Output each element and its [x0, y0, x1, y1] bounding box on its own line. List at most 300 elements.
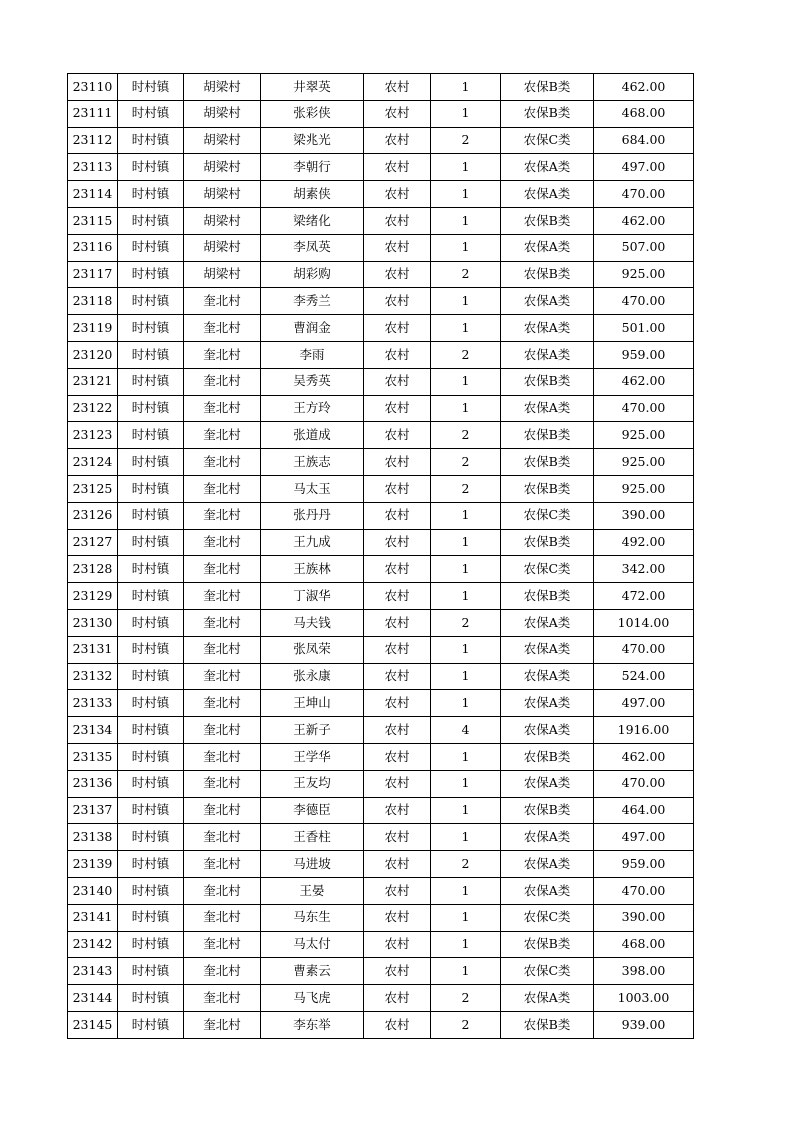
table-row: [68, 690, 694, 717]
amount-cell: 959.00: [594, 851, 694, 878]
person-name-cell: 李德臣: [261, 797, 364, 824]
village-cell: 奎北村: [184, 288, 261, 315]
person-name-cell: 马夫钱: [261, 609, 364, 636]
household-type-cell: 农村: [364, 529, 431, 556]
insurance-class-cell: 农保C类: [501, 127, 594, 154]
member-count-cell: 1: [431, 368, 501, 395]
household-type-cell: 农村: [364, 985, 431, 1012]
insurance-class-cell: 农保C类: [501, 502, 594, 529]
household-type-cell: 农村: [364, 315, 431, 342]
record-id-cell: 23128: [68, 556, 118, 583]
household-type-cell: 农村: [364, 502, 431, 529]
member-count-cell: 1: [431, 743, 501, 770]
person-name-cell: 马东生: [261, 904, 364, 931]
town-cell: 时村镇: [118, 556, 184, 583]
table-row: [68, 583, 694, 610]
household-type-cell: 农村: [364, 1011, 431, 1038]
insurance-class-cell: 农保A类: [501, 717, 594, 744]
record-id-cell: 23122: [68, 395, 118, 422]
village-cell: 胡梁村: [184, 74, 261, 101]
person-name-cell: 张道成: [261, 422, 364, 449]
person-name-cell: 马太付: [261, 931, 364, 958]
insurance-class-cell: 农保C类: [501, 958, 594, 985]
village-cell: 奎北村: [184, 985, 261, 1012]
person-name-cell: 马太玉: [261, 475, 364, 502]
town-cell: 时村镇: [118, 395, 184, 422]
member-count-cell: 2: [431, 1011, 501, 1038]
member-count-cell: 2: [431, 261, 501, 288]
village-cell: 奎北村: [184, 743, 261, 770]
household-type-cell: 农村: [364, 717, 431, 744]
member-count-cell: 1: [431, 288, 501, 315]
record-id-cell: 23112: [68, 127, 118, 154]
town-cell: 时村镇: [118, 851, 184, 878]
table-row: [68, 636, 694, 663]
member-count-cell: 1: [431, 395, 501, 422]
member-count-cell: 1: [431, 315, 501, 342]
insurance-class-cell: 农保B类: [501, 207, 594, 234]
member-count-cell: 1: [431, 502, 501, 529]
member-count-cell: 2: [431, 609, 501, 636]
town-cell: 时村镇: [118, 502, 184, 529]
table-row: [68, 985, 694, 1012]
table-row: [68, 422, 694, 449]
amount-cell: 470.00: [594, 636, 694, 663]
record-id-cell: 23142: [68, 931, 118, 958]
town-cell: 时村镇: [118, 234, 184, 261]
record-id-cell: 23121: [68, 368, 118, 395]
table-row: [68, 100, 694, 127]
insurance-class-cell: 农保A类: [501, 609, 594, 636]
town-cell: 时村镇: [118, 100, 184, 127]
village-cell: 奎北村: [184, 931, 261, 958]
amount-cell: 684.00: [594, 127, 694, 154]
amount-cell: 925.00: [594, 422, 694, 449]
amount-cell: 1916.00: [594, 717, 694, 744]
member-count-cell: 1: [431, 690, 501, 717]
member-count-cell: 1: [431, 904, 501, 931]
insurance-class-cell: 农保B类: [501, 100, 594, 127]
village-cell: 奎北村: [184, 449, 261, 476]
person-name-cell: 王新子: [261, 717, 364, 744]
person-name-cell: 李雨: [261, 341, 364, 368]
amount-cell: 390.00: [594, 904, 694, 931]
table-row: [68, 368, 694, 395]
insurance-class-cell: 农保C类: [501, 904, 594, 931]
village-cell: 奎北村: [184, 368, 261, 395]
village-cell: 奎北村: [184, 529, 261, 556]
insurance-class-cell: 农保A类: [501, 234, 594, 261]
person-name-cell: 王友均: [261, 770, 364, 797]
village-cell: 奎北村: [184, 690, 261, 717]
record-id-cell: 23136: [68, 770, 118, 797]
person-name-cell: 王香柱: [261, 824, 364, 851]
person-name-cell: 张永康: [261, 663, 364, 690]
insurance-class-cell: 农保B类: [501, 368, 594, 395]
table-row: [68, 475, 694, 502]
record-id-cell: 23129: [68, 583, 118, 610]
person-name-cell: 王族林: [261, 556, 364, 583]
record-id-cell: 23113: [68, 154, 118, 181]
table-row: [68, 315, 694, 342]
insurance-class-cell: 农保A类: [501, 985, 594, 1012]
insurance-class-cell: 农保B类: [501, 583, 594, 610]
person-name-cell: 井翠英: [261, 74, 364, 101]
town-cell: 时村镇: [118, 717, 184, 744]
member-count-cell: 1: [431, 181, 501, 208]
village-cell: 奎北村: [184, 851, 261, 878]
insurance-class-cell: 农保A类: [501, 877, 594, 904]
household-type-cell: 农村: [364, 851, 431, 878]
person-name-cell: 马飞虎: [261, 985, 364, 1012]
village-cell: 奎北村: [184, 395, 261, 422]
household-type-cell: 农村: [364, 958, 431, 985]
person-name-cell: 丁淑华: [261, 583, 364, 610]
town-cell: 时村镇: [118, 690, 184, 717]
person-name-cell: 李东举: [261, 1011, 364, 1038]
person-name-cell: 张丹丹: [261, 502, 364, 529]
member-count-cell: 1: [431, 797, 501, 824]
person-name-cell: 胡素侠: [261, 181, 364, 208]
household-type-cell: 农村: [364, 181, 431, 208]
table-row: [68, 958, 694, 985]
member-count-cell: 1: [431, 100, 501, 127]
amount-cell: 398.00: [594, 958, 694, 985]
record-id-cell: 23123: [68, 422, 118, 449]
town-cell: 时村镇: [118, 663, 184, 690]
household-type-cell: 农村: [364, 663, 431, 690]
table-row: [68, 207, 694, 234]
town-cell: 时村镇: [118, 609, 184, 636]
amount-cell: 1014.00: [594, 609, 694, 636]
town-cell: 时村镇: [118, 127, 184, 154]
town-cell: 时村镇: [118, 743, 184, 770]
table-row: [68, 502, 694, 529]
table-row: [68, 797, 694, 824]
town-cell: 时村镇: [118, 154, 184, 181]
member-count-cell: 1: [431, 824, 501, 851]
amount-cell: 959.00: [594, 341, 694, 368]
member-count-cell: 4: [431, 717, 501, 744]
amount-cell: 501.00: [594, 315, 694, 342]
record-id-cell: 23116: [68, 234, 118, 261]
insurance-class-cell: 农保B类: [501, 74, 594, 101]
household-type-cell: 农村: [364, 288, 431, 315]
village-cell: 胡梁村: [184, 234, 261, 261]
record-id-cell: 23124: [68, 449, 118, 476]
record-id-cell: 23140: [68, 877, 118, 904]
household-type-cell: 农村: [364, 770, 431, 797]
insurance-class-cell: 农保A类: [501, 288, 594, 315]
amount-cell: 925.00: [594, 475, 694, 502]
table-row: [68, 395, 694, 422]
person-name-cell: 王族志: [261, 449, 364, 476]
record-id-cell: 23127: [68, 529, 118, 556]
member-count-cell: 1: [431, 931, 501, 958]
town-cell: 时村镇: [118, 261, 184, 288]
household-type-cell: 农村: [364, 690, 431, 717]
household-type-cell: 农村: [364, 395, 431, 422]
household-type-cell: 农村: [364, 475, 431, 502]
town-cell: 时村镇: [118, 824, 184, 851]
table-row: [68, 877, 694, 904]
person-name-cell: 曹素云: [261, 958, 364, 985]
insurance-class-cell: 农保A类: [501, 770, 594, 797]
person-name-cell: 张彩侠: [261, 100, 364, 127]
village-cell: 奎北村: [184, 422, 261, 449]
town-cell: 时村镇: [118, 341, 184, 368]
member-count-cell: 1: [431, 770, 501, 797]
village-cell: 奎北村: [184, 958, 261, 985]
insurance-class-cell: 农保A类: [501, 690, 594, 717]
person-name-cell: 王晏: [261, 877, 364, 904]
insurance-class-cell: 农保A类: [501, 341, 594, 368]
town-cell: 时村镇: [118, 1011, 184, 1038]
household-type-cell: 农村: [364, 449, 431, 476]
table-row: [68, 181, 694, 208]
table-row: [68, 824, 694, 851]
household-type-cell: 农村: [364, 904, 431, 931]
amount-cell: 470.00: [594, 770, 694, 797]
town-cell: 时村镇: [118, 529, 184, 556]
insurance-class-cell: 农保A类: [501, 663, 594, 690]
village-cell: 奎北村: [184, 824, 261, 851]
table-row: [68, 743, 694, 770]
insurance-class-cell: 农保A类: [501, 154, 594, 181]
member-count-cell: 1: [431, 583, 501, 610]
household-type-cell: 农村: [364, 261, 431, 288]
village-cell: 奎北村: [184, 797, 261, 824]
town-cell: 时村镇: [118, 449, 184, 476]
insurance-class-cell: 农保A类: [501, 395, 594, 422]
record-id-cell: 23130: [68, 609, 118, 636]
village-cell: 奎北村: [184, 663, 261, 690]
village-cell: 奎北村: [184, 315, 261, 342]
table-row: [68, 261, 694, 288]
insurance-class-cell: 农保B类: [501, 475, 594, 502]
member-count-cell: 1: [431, 207, 501, 234]
village-cell: 奎北村: [184, 770, 261, 797]
household-type-cell: 农村: [364, 743, 431, 770]
amount-cell: 472.00: [594, 583, 694, 610]
table-row: [68, 234, 694, 261]
household-type-cell: 农村: [364, 609, 431, 636]
village-cell: 胡梁村: [184, 261, 261, 288]
insurance-class-cell: 农保B类: [501, 931, 594, 958]
town-cell: 时村镇: [118, 74, 184, 101]
village-cell: 胡梁村: [184, 127, 261, 154]
person-name-cell: 马进坡: [261, 851, 364, 878]
table-row: [68, 717, 694, 744]
household-type-cell: 农村: [364, 931, 431, 958]
town-cell: 时村镇: [118, 985, 184, 1012]
member-count-cell: 1: [431, 234, 501, 261]
table-row: [68, 529, 694, 556]
insurance-class-cell: 农保B类: [501, 1011, 594, 1038]
record-id-cell: 23133: [68, 690, 118, 717]
member-count-cell: 1: [431, 529, 501, 556]
household-type-cell: 农村: [364, 824, 431, 851]
amount-cell: 470.00: [594, 395, 694, 422]
town-cell: 时村镇: [118, 877, 184, 904]
household-type-cell: 农村: [364, 636, 431, 663]
record-id-cell: 23118: [68, 288, 118, 315]
insurance-class-cell: 农保B类: [501, 449, 594, 476]
household-type-cell: 农村: [364, 207, 431, 234]
amount-cell: 390.00: [594, 502, 694, 529]
record-id-cell: 23115: [68, 207, 118, 234]
amount-cell: 470.00: [594, 181, 694, 208]
household-type-cell: 农村: [364, 877, 431, 904]
insurance-class-cell: 农保A类: [501, 851, 594, 878]
record-id-cell: 23119: [68, 315, 118, 342]
amount-cell: 507.00: [594, 234, 694, 261]
table-row: [68, 556, 694, 583]
amount-cell: 492.00: [594, 529, 694, 556]
village-cell: 奎北村: [184, 502, 261, 529]
person-name-cell: 李秀兰: [261, 288, 364, 315]
household-type-cell: 农村: [364, 797, 431, 824]
table-row: [68, 904, 694, 931]
village-cell: 奎北村: [184, 475, 261, 502]
village-cell: 奎北村: [184, 1011, 261, 1038]
insurance-class-cell: 农保C类: [501, 556, 594, 583]
person-name-cell: 王学华: [261, 743, 364, 770]
insurance-class-cell: 农保B类: [501, 261, 594, 288]
household-type-cell: 农村: [364, 234, 431, 261]
record-id-cell: 23139: [68, 851, 118, 878]
table-row: [68, 931, 694, 958]
record-id-cell: 23145: [68, 1011, 118, 1038]
village-cell: 奎北村: [184, 717, 261, 744]
record-id-cell: 23143: [68, 958, 118, 985]
person-name-cell: 梁绪化: [261, 207, 364, 234]
record-id-cell: 23114: [68, 181, 118, 208]
table-row: [68, 127, 694, 154]
village-cell: 胡梁村: [184, 154, 261, 181]
town-cell: 时村镇: [118, 770, 184, 797]
household-type-cell: 农村: [364, 100, 431, 127]
table-row: [68, 663, 694, 690]
village-cell: 奎北村: [184, 636, 261, 663]
village-cell: 奎北村: [184, 583, 261, 610]
village-cell: 奎北村: [184, 341, 261, 368]
record-id-cell: 23144: [68, 985, 118, 1012]
amount-cell: 464.00: [594, 797, 694, 824]
town-cell: 时村镇: [118, 931, 184, 958]
household-type-cell: 农村: [364, 74, 431, 101]
record-id-cell: 23117: [68, 261, 118, 288]
amount-cell: 468.00: [594, 931, 694, 958]
record-id-cell: 23120: [68, 341, 118, 368]
record-id-cell: 23135: [68, 743, 118, 770]
amount-cell: 497.00: [594, 154, 694, 181]
town-cell: 时村镇: [118, 288, 184, 315]
table-row: [68, 154, 694, 181]
amount-cell: 497.00: [594, 690, 694, 717]
member-count-cell: 2: [431, 341, 501, 368]
record-id-cell: 23134: [68, 717, 118, 744]
member-count-cell: 2: [431, 851, 501, 878]
record-id-cell: 23132: [68, 663, 118, 690]
amount-cell: 1003.00: [594, 985, 694, 1012]
town-cell: 时村镇: [118, 583, 184, 610]
roster-table: [67, 73, 694, 1039]
person-name-cell: 王坤山: [261, 690, 364, 717]
household-type-cell: 农村: [364, 154, 431, 181]
town-cell: 时村镇: [118, 958, 184, 985]
village-cell: 奎北村: [184, 556, 261, 583]
table-row: [68, 449, 694, 476]
amount-cell: 462.00: [594, 743, 694, 770]
member-count-cell: 1: [431, 958, 501, 985]
household-type-cell: 农村: [364, 556, 431, 583]
record-id-cell: 23138: [68, 824, 118, 851]
town-cell: 时村镇: [118, 422, 184, 449]
insurance-class-cell: 农保A类: [501, 315, 594, 342]
table-row: [68, 341, 694, 368]
member-count-cell: 2: [431, 127, 501, 154]
record-id-cell: 23110: [68, 74, 118, 101]
insurance-class-cell: 农保B类: [501, 422, 594, 449]
record-id-cell: 23126: [68, 502, 118, 529]
household-type-cell: 农村: [364, 368, 431, 395]
village-cell: 奎北村: [184, 904, 261, 931]
village-cell: 胡梁村: [184, 181, 261, 208]
person-name-cell: 曹润金: [261, 315, 364, 342]
amount-cell: 524.00: [594, 663, 694, 690]
table-row: [68, 1011, 694, 1038]
member-count-cell: 2: [431, 422, 501, 449]
record-id-cell: 23125: [68, 475, 118, 502]
village-cell: 奎北村: [184, 609, 261, 636]
town-cell: 时村镇: [118, 636, 184, 663]
record-id-cell: 23137: [68, 797, 118, 824]
amount-cell: 462.00: [594, 74, 694, 101]
roster-body: [68, 74, 694, 1039]
table-row: [68, 74, 694, 101]
member-count-cell: 2: [431, 449, 501, 476]
member-count-cell: 1: [431, 877, 501, 904]
insurance-class-cell: 农保B类: [501, 743, 594, 770]
insurance-class-cell: 农保A类: [501, 824, 594, 851]
town-cell: 时村镇: [118, 797, 184, 824]
record-id-cell: 23141: [68, 904, 118, 931]
town-cell: 时村镇: [118, 315, 184, 342]
person-name-cell: 李朝行: [261, 154, 364, 181]
household-type-cell: 农村: [364, 341, 431, 368]
village-cell: 奎北村: [184, 877, 261, 904]
person-name-cell: 王九成: [261, 529, 364, 556]
member-count-cell: 1: [431, 663, 501, 690]
household-type-cell: 农村: [364, 422, 431, 449]
insurance-class-cell: 农保A类: [501, 636, 594, 663]
village-cell: 胡梁村: [184, 100, 261, 127]
table-row: [68, 851, 694, 878]
amount-cell: 470.00: [594, 877, 694, 904]
person-name-cell: 梁兆光: [261, 127, 364, 154]
insurance-class-cell: 农保B类: [501, 529, 594, 556]
amount-cell: 925.00: [594, 449, 694, 476]
member-count-cell: 1: [431, 154, 501, 181]
amount-cell: 939.00: [594, 1011, 694, 1038]
record-id-cell: 23131: [68, 636, 118, 663]
town-cell: 时村镇: [118, 368, 184, 395]
amount-cell: 462.00: [594, 207, 694, 234]
record-id-cell: 23111: [68, 100, 118, 127]
insurance-class-cell: 农保A类: [501, 181, 594, 208]
person-name-cell: 李凤英: [261, 234, 364, 261]
